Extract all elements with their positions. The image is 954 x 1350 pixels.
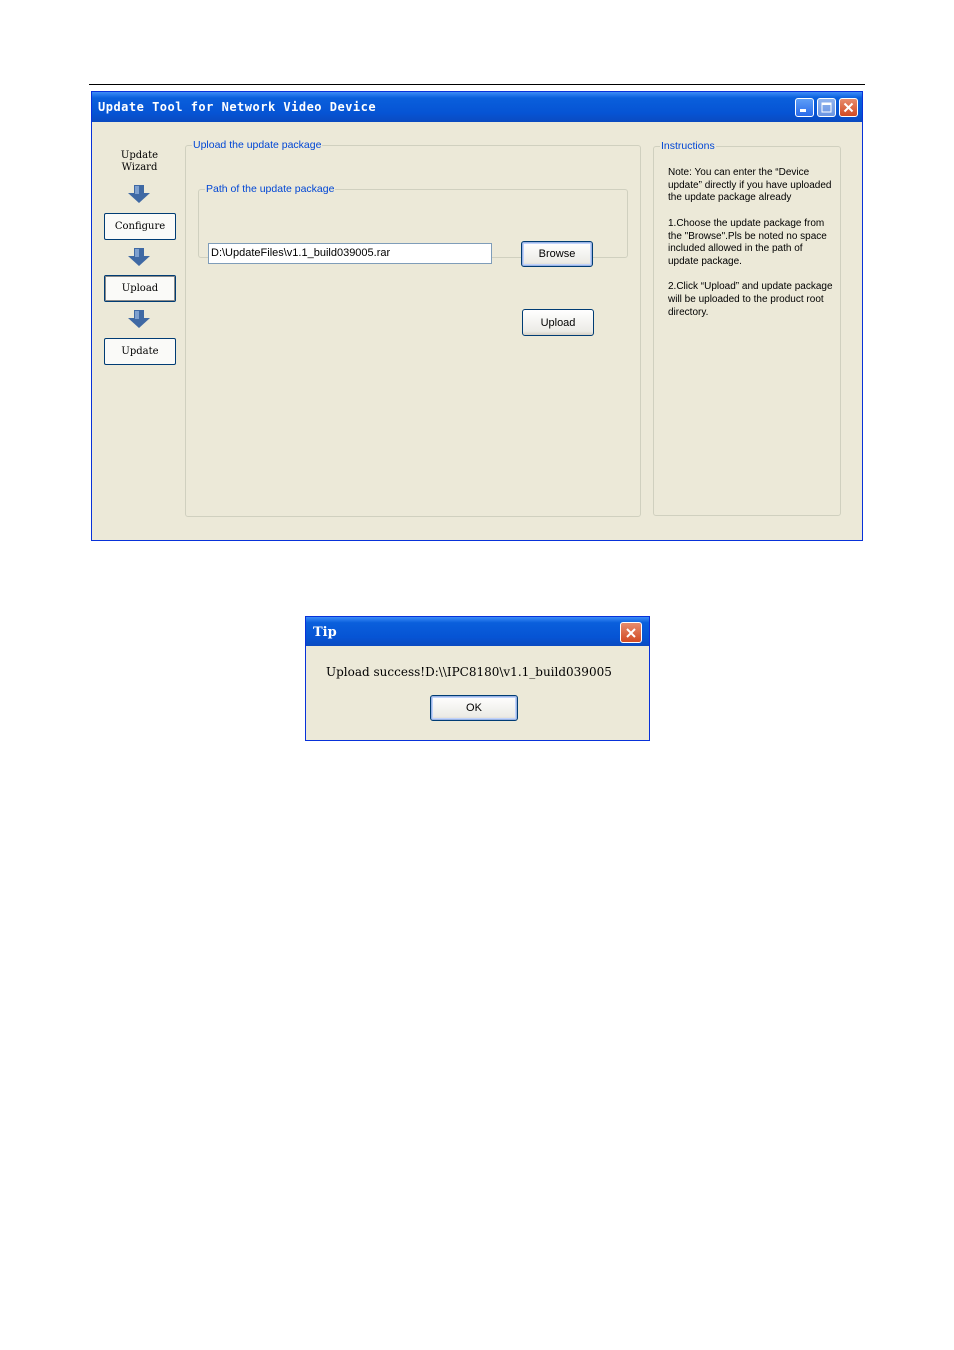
wizard-label-line1: Update [120,150,159,161]
instructions-step1: 1.Choose the update package from the "Browse".Pls be noted no space included allowed in the path of update package. [668,217,827,267]
close-icon [843,102,854,113]
tip-title-bar[interactable] [306,617,649,646]
update-tool-window [91,91,863,541]
instructions-group [653,140,841,516]
path-group-title: Path of the update package [206,183,335,195]
path-input[interactable]: D:\UpdateFiles\v1.1_build039005.rar [208,243,492,264]
instructions-text [668,167,834,332]
arrow-down-icon [128,248,150,266]
minimize-icon [799,102,810,113]
arrow-down-icon [128,185,150,203]
page-rule [89,84,865,85]
instructions-note: Note: You can enter the “Device update” directly if you have uploaded the update package already [668,167,832,204]
wizard-configure-button[interactable]: Configure [104,213,176,240]
wizard-label [104,150,175,174]
wizard-upload-button[interactable]: Upload [104,275,176,302]
close-button[interactable] [839,98,858,117]
ok-button[interactable]: OK [430,695,518,721]
title-bar[interactable] [92,92,862,122]
browse-button[interactable]: Browse [521,241,593,267]
tip-dialog [305,616,650,741]
close-icon [625,627,637,639]
wizard-update-button[interactable]: Update [104,338,176,365]
upload-group-title: Upload the update package [193,139,322,151]
minimize-button[interactable] [795,98,814,117]
tip-title: Tip [313,625,337,640]
maximize-button[interactable] [817,98,836,117]
tip-close-button[interactable] [620,622,642,643]
upload-button[interactable]: Upload [522,309,594,336]
window-title: Update Tool for Network Video Device [98,100,377,114]
wizard-label-line2: Wizard [121,162,158,173]
tip-message: Upload success!D:\\IPC8180\v1.1_build039005 [326,665,612,679]
instructions-step2: 2.Click “Upload” and update package will be uploaded to the product root directory. [668,281,833,318]
arrow-down-icon [128,310,150,328]
maximize-icon [821,102,832,113]
window-client-area [92,122,862,540]
instructions-title: Instructions [661,140,715,152]
